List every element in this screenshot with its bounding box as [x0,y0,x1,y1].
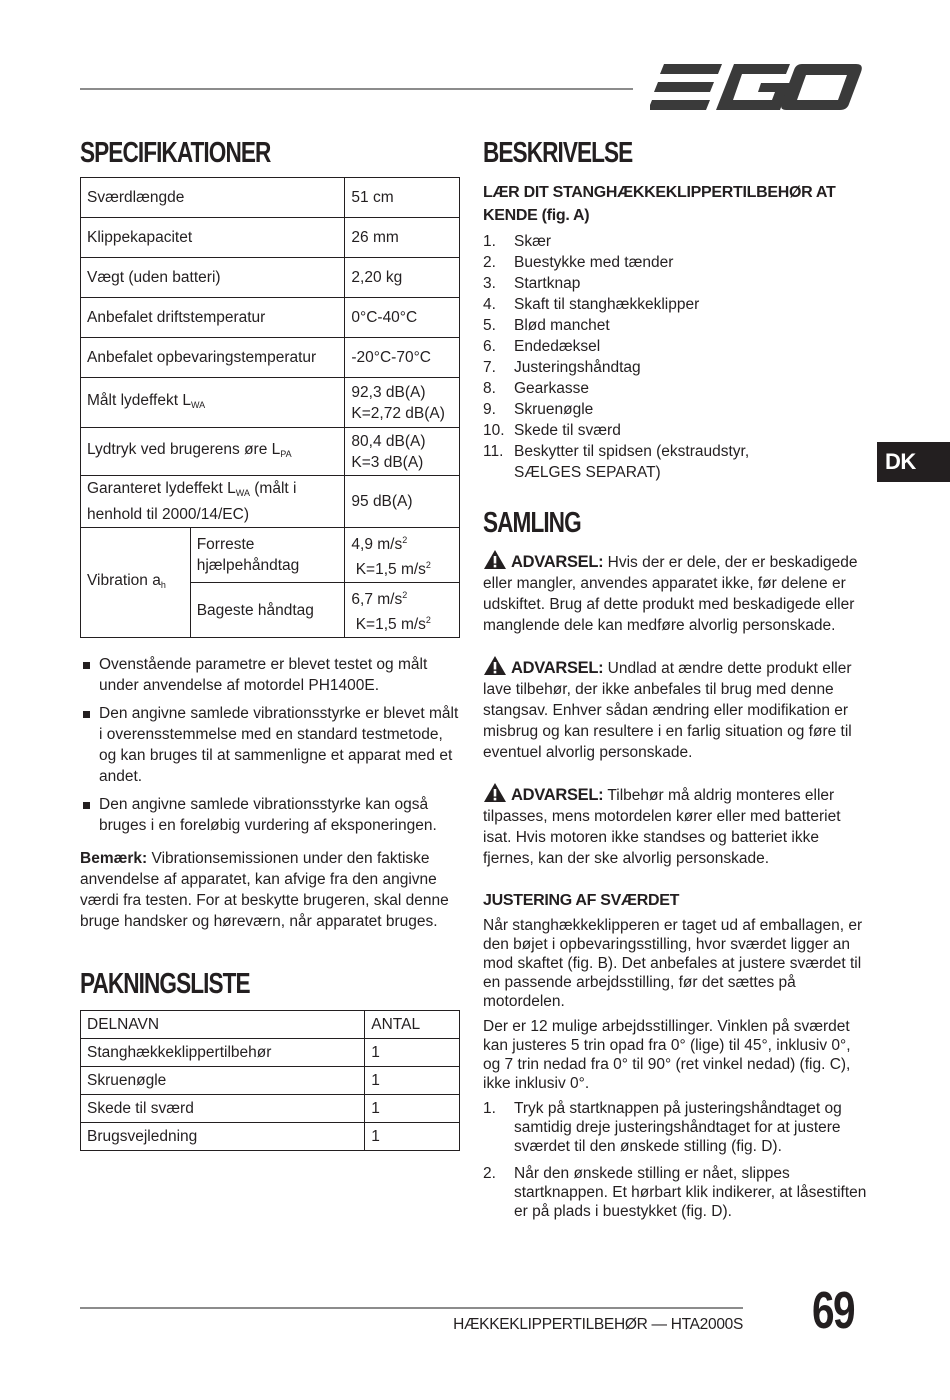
spec-sublabel: Bageste håndtag [190,583,345,638]
spec-value: 4,9 $m/s^2$ K=1,5 $m/s^2$ [345,528,460,583]
list-item: 9. Skruenøgle [483,401,594,418]
part-name: Skruenøgle [81,1067,365,1095]
spec-value: 2,20 kg [345,258,460,298]
table-row [81,378,460,428]
list-item: 2. Buestykke med tænder [483,254,674,271]
description-subtitle: LÆR DIT STANGHÆKKEKLIPPERTILBEHØR AT KENDE (fig. A) [483,184,836,224]
header-rule [80,88,633,90]
spec-value: -20°C-70°C [345,338,460,378]
packing-title: PAKNINGSLISTE [80,968,250,1000]
warning-icon [483,655,507,676]
note-label: Bemærk: [80,850,148,867]
part-qty: 1 [365,1039,460,1067]
list-item: 6. Endedæksel [483,338,601,355]
footer-text: HÆKKEKLIPPERTILBEHØR — HTA2000S [453,1316,743,1333]
adjust-paragraph: Der er 12 mulige arbejdsstillinger. Vinklen på sværdet kan justeres 5 trin opad fra 0° (lige) til 45°, inklusiv 0°, og 7 trin nedad fra 0° til 90° (ret vinkel nedad) (fig. C), ikke inklusiv 0°. [483,1018,851,1092]
list-item: 2. Når den ønskede stilling er nået, slippes startknappen. Et hørbart klik indikerer, at låsestiften er på plads i buestykket (fig. D). [483,1165,867,1220]
table-row [81,298,460,338]
list-item: Den angivne samlede vibrationsstyrke er blevet målt i overensstemmelse med en standard testmetode, og kan bruges til at sammenligne et apparat med et andet. [80,703,460,787]
table-row [81,218,460,258]
spec-value: 6,7 $m/s^2$ K=1,5 $m/s^2$ [345,583,460,638]
spec-value: 51 cm [345,178,460,218]
table-row [81,476,460,528]
warning-label: ADVARSEL: [511,659,604,677]
warning-paragraph: ADVARSEL: Tilbehør må aldrig monteres eller tilpasses, mens motordelen kører eller med batteriet isat. Hvis motoren ikke standses og batteriet ikke fjernes, kan der ske alvorlig personskade. [483,782,868,869]
spec-value: 0°C-40°C [345,298,460,338]
spec-label: Vibration $a_h$ [81,528,191,638]
warning-label: ADVARSEL: [511,786,604,804]
warning-paragraph: ADVARSEL: Undlad at ændre dette produkt eller lave tilbehør, der ikke anbefales til brug med denne stangsav. Enhver sådan ændring eller modifikation er misbrug og kan resultere i en farlig situation og føre til eventuel alvorlig personskade. [483,655,868,763]
table-row [81,528,460,583]
spec-table [80,177,460,638]
list-item: 4. Skaft til stanghækkeklipper [483,296,700,313]
spec-label: Klippekapacitet [81,218,345,258]
warning-icon [483,549,507,570]
spec-label: Anbefalet driftstemperatur [81,298,345,338]
column-header: ANTAL [365,1011,460,1039]
footer-rule [80,1307,743,1309]
table-row [81,1095,460,1123]
spec-title: SPECIFIKATIONER [80,137,271,169]
table-row [81,1039,460,1067]
list-item: 5. Blød manchet [483,317,610,334]
language-tab: DK [877,442,950,482]
spec-value: 26 mm [345,218,460,258]
list-item: Den angivne samlede vibrationsstyrke kan også bruges i en foreløbig vurdering af eksponeringen. [80,794,460,836]
spec-value: 80,4 dB(A) K=3 dB(A) [345,428,460,476]
parts-list [483,231,868,483]
warning-paragraph: ADVARSEL: Hvis der er dele, der er beskadigede eller mangler, anvendes apparatet ikke, før delene er udskiftet. Brug af dette produkt med beskadigede eller manglende dele kan medføre alvorlig personskade. [483,549,868,636]
list-item: 3. Startknap [483,275,581,292]
note-text: Vibrationsemissionen under den faktiske anvendelse af apparatet, kan afvige fra den angivne værdi fra testen. For at beskytte brugeren, skal denne bruge handsker og høreværn, når apparatet bruges. [80,850,449,930]
list-item: 8. Gearkasse [483,380,589,397]
list-item: 10. Skede til sværd [483,422,621,439]
adjust-title: JUSTERING AF SVÆRDET [483,892,680,909]
table-row [81,178,460,218]
part-qty: 1 [365,1123,460,1151]
ego-logo [650,62,862,114]
assembly-title: SAMLING [483,507,581,539]
part-name: Skede til sværd [81,1095,365,1123]
list-item: 1. Skær [483,233,552,250]
list-item: 1. Tryk på startknappen på justeringshåndtaget og samtidig dreje justeringshåndtaget for at justere sværdet til den ønskede stilling (fig. D). [483,1100,842,1155]
table-row [81,428,460,476]
spec-value: 95 dB(A) [345,476,460,528]
list-item: Ovenstående parametre er blevet testet og målt under anvendelse af motordel PH1400E. [80,654,460,696]
spec-label: Garanteret lydeffekt $L_{WA}$ (målt i henhold til 2000/14/EC) [81,476,345,528]
column-header: DELNAVN [81,1011,365,1039]
spec-notes [80,654,460,836]
table-row [81,1067,460,1095]
adjust-paragraph: Når stanghækkeklipperen er taget ud af emballagen, er den bøjet i opbevaringsstilling, hvor sværdet ligger an mod skaftet (fig. B). Det anbefales at justere sværdet til en passende arbejdsstilling, før det sættes på motordelen. [483,917,863,1010]
description-title: BESKRIVELSE [483,137,633,169]
table-row [81,258,460,298]
spec-value: 92,3 dB(A) K=2,72 dB(A) [345,378,460,428]
spec-label: Lydtryk ved brugerens øre $L_{PA}$ [81,428,345,476]
part-qty: 1 [365,1095,460,1123]
part-name: Stanghækkeklippertilbehør [81,1039,365,1067]
table-header-row [81,1011,460,1039]
warning-icon [483,782,507,803]
page-number: 69 [812,1282,854,1340]
spec-label: Sværdlængde [81,178,345,218]
table-row [81,338,460,378]
spec-sublabel: Forreste hjælpehåndtag [190,528,345,583]
left-column [80,135,460,1151]
spec-label: Målt lydeffekt $L_{WA}$ [81,378,345,428]
note-paragraph [80,848,460,932]
packing-table [80,1010,460,1151]
part-name: Brugsvejledning [81,1123,365,1151]
part-qty: 1 [365,1067,460,1095]
spec-label: Anbefalet opbevaringstemperatur [81,338,345,378]
right-column [483,135,868,1221]
list-item: 7. Justeringshåndtag [483,359,641,376]
list-item: 11. Beskytter til spidsen (ekstraudstyr, SÆLGES SEPARAT) [483,443,750,481]
spec-label: Vægt (uden batteri) [81,258,345,298]
warning-label: ADVARSEL: [511,553,604,571]
table-row [81,1123,460,1151]
adjust-steps [483,1099,868,1221]
